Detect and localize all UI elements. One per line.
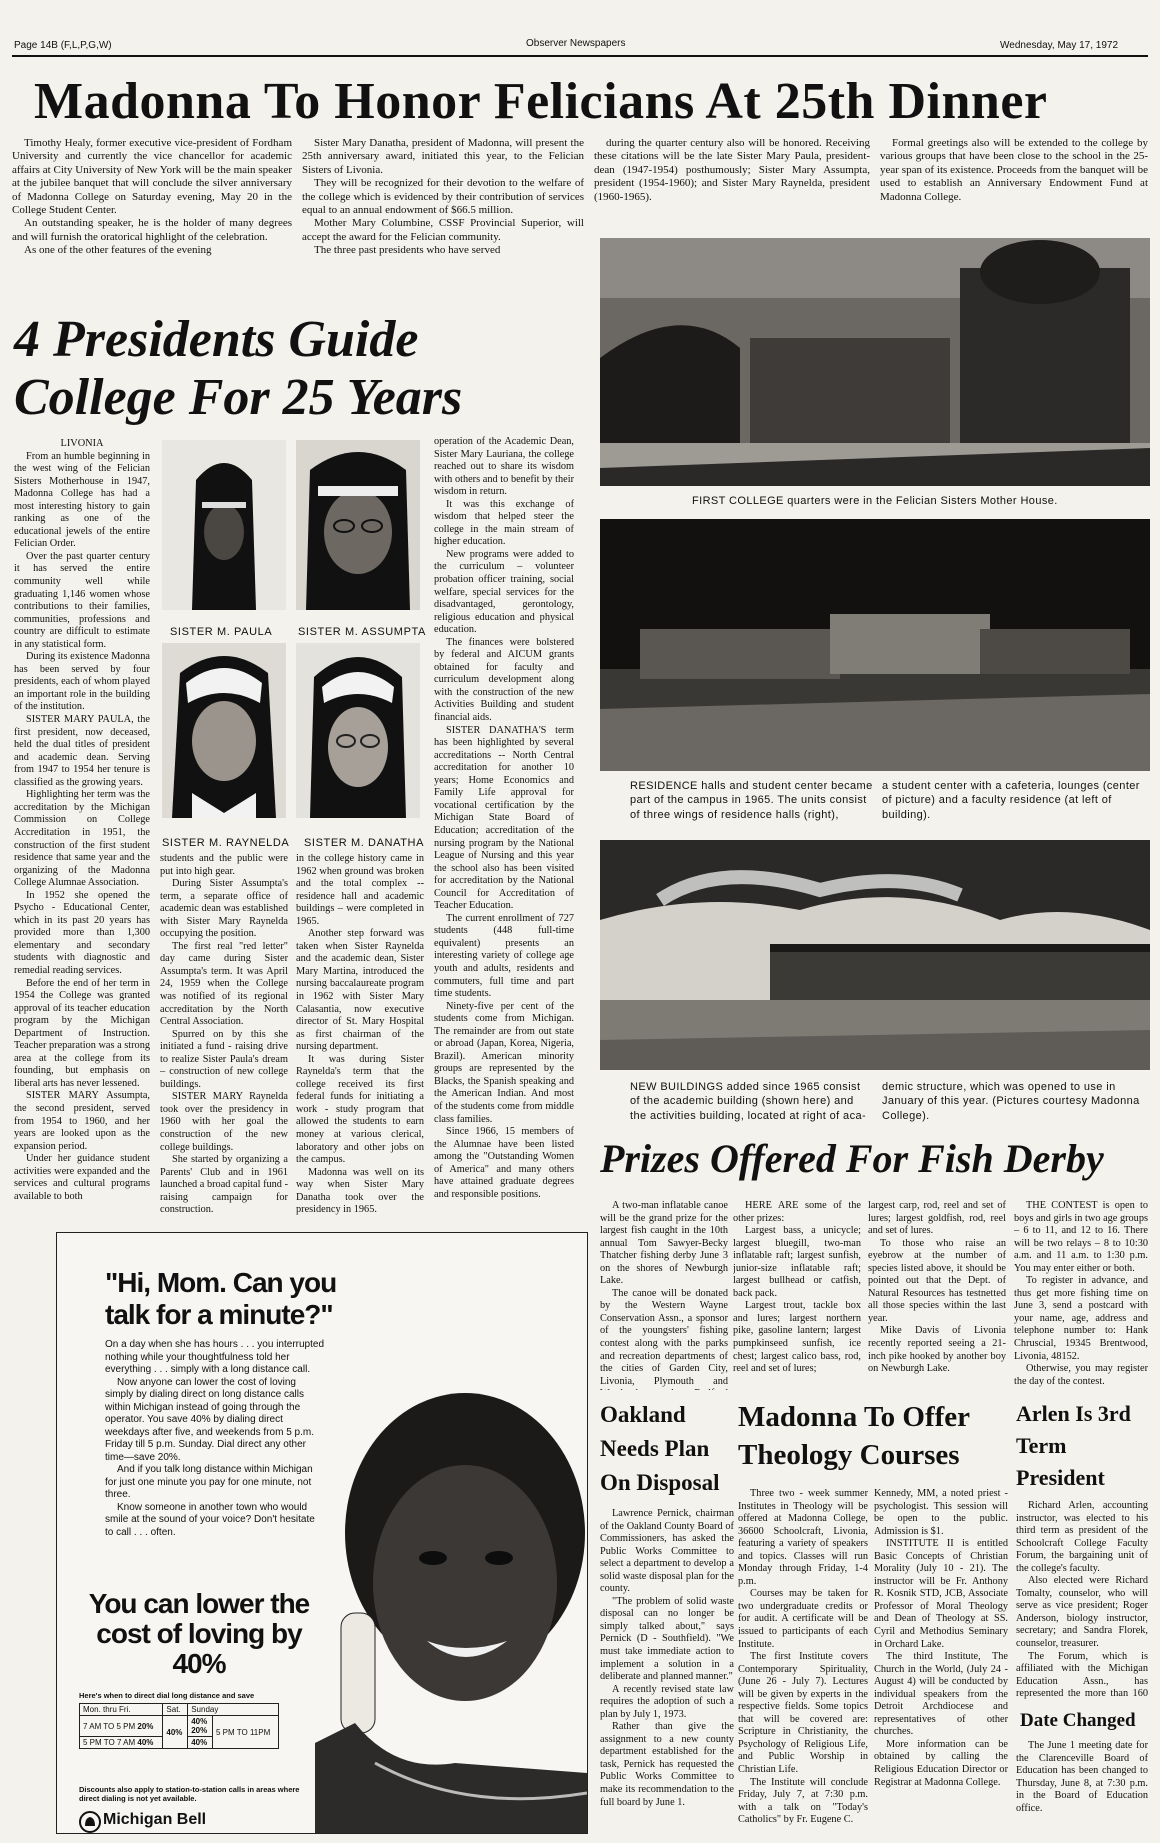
presidents-col3: in the college history came in 1962 when ground was broken and the total complex -- residence hall and academic buildings – were completed in 1965. Another step forward was taken when Sister Raynelda and the academic dean, Sister Mary Martina, introduced the nursing baccalaureate program in 1962 with Sister Mary Calasantia, now executive director of St. Mary Hospital as first chairman of the nursing department. It was during Sister Raynelda's term that the college received its first federal funds for initiating a work - study program that allowed the students to earn money at various clerical, laboratory and other jobs on the campus. Madonna was well on its way when Sister Mary Danatha took over the presidency in 1965.: [296, 853, 424, 1216]
portrait-assumpta: [296, 440, 420, 610]
presidents-col2: students and the public were put into high gear. During Sister Assumpta's term, a separate office of academic dean was established with Sister Mary Raynelda occupying the position. The first real "red letter" day came during Sister Assumpta's term. It was April 24, 1959 when the College was notified of its regional accreditation by the North Central Association. Spurred on by this she initiated a fund - raising drive to realize Sister Paula's dream – construction of new college buildings. SISTER MARY Raynelda took over the presidency in 1960 with her goal the construction of the new college buildings. She started by organizing a Parents' Club and in 1961 launched a broad capital fund - raising campaign for construction.: [160, 853, 288, 1216]
ad-sun-val1: 40%: [191, 1717, 208, 1726]
oakland-body: Lawrence Pernick, chairman of the Oakland County Board of Commissioners, has asked the Public Works Committee to select a department to develop a solid waste disposal plan for the county. "The problem of solid waste disposal can no longer be simply talked about," says Pernick (D - Southfield). "We must take immediate action to implement a solution in a deliberate and planned manner." A recently revised state law requires the adoption of such a plan by July 1, 1973. Rather than give the assignment to a new county department established for the task, Pernick has requested the Public Works Committee to make its recommendation to the full board by June 1.: [600, 1508, 734, 1808]
ad-th-weekday: Mon. thru Fri.: [80, 1704, 163, 1716]
presidents-col1: LIVONIA From an humble beginning in the west wing of the Felician Sisters Motherhouse in 1947, Madonna College has had a most interesting history to gain ranking as one of the educational jewels of the entire Felician Order. Over the past quarter century it has served the entire community well while graduating 1,146 women whose contributions to their families, communities, professions and country are difficult to estimate in any statistical form. During its existence Madonna has been served by four presidents, each of whom played an important role in the building of the institution. SISTER MARY PAULA, the first president, now deceased, held the dual titles of president and academic dean. Serving from 1947 to 1954 her tenure is classified as the growing years. Highlighting her term was the accreditation by the Michigan Commission on College Accreditation in 1951, the construction of the first student residence that same year and the organizing of the Madonna College Alumnae Association. In 1952 she opened the Psycho - Educational Center, which in its past 20 years has provided more than 1,300 elementary and secondary students with diagnostic and remedial reading services. Before the end of her term in 1954 the College was granted approval of its teacher education program by the Michigan Department of Instruction. Teacher preparation was a strong area at the college from its founding, but emphasis on liberal arts has never lessened. SISTER MARY Assumpta, the second president, served from 1954 to 1960, and her years are looked upon as the expansion period. Under her guidance student activities were expanded and the services and cultural programs available to both: [14, 438, 150, 1202]
photo-new-buildings: [600, 840, 1150, 1070]
nun-portrait-icon: [162, 440, 286, 610]
date-changed-body: The June 1 meeting date for the Clarenceville Board of Education has been changed to Thursday, June 8, at 7:30 p.m. in the Board of Education office.: [1016, 1740, 1148, 1814]
main-story-col2: Sister Mary Danatha, president of Madonna, will present the 25th anniversary award, initiated this year, to the Felician Sisters of Livonia. They will be recognized for their devotion to the welfare of the college which is evidenced by their contribution of services equal to an annual endowment of $66.5 million. Mother Mary Columbine, CSSF Provincial Superior, will accept the award for the Felician community. The three past presidents who have served: [302, 137, 584, 257]
portrait-caption-assumpta: SISTER M. ASSUMPTA: [298, 626, 426, 638]
presidents-headline-2: College For 25 Years: [14, 369, 463, 426]
caption-motherhouse: FIRST COLLEGE quarters were in the Felician Sisters Mother House.: [692, 495, 1058, 507]
fish-col4: THE CONTEST is open to boys and girls in two age groups – 6 to 11, and 12 to 16. There will be two relays – 8 to 10:30 a.m. and 11 a.m. to 1:30 p.m. You may enter either or both. To register in advance, and thus get more fishing time on June 3, send a postcard with your name, age, address and telephone number to: Hank Chruscial, 19345 Brentwood, Livonia, 48152. Otherwise, you may register the day of the contest.: [1014, 1200, 1148, 1387]
ad-sun-val2: 20%: [191, 1726, 208, 1735]
photo-motherhouse: [600, 238, 1150, 486]
caption-new-buildings-b: demic structure, which was opened to use in January of this year. (Pictures courtesy Madonna College).: [882, 1081, 1140, 1122]
theology-col1: Three two - week summer Institutes in Theology will be offered at Madonna College, 36600 Schoolcraft, Livonia, featuring a variety of speakers and topics. Classes will run Monday through Friday, 1-4 p.m. Courses may be taken for two undergraduate credits or for audit. A certificate will be issued to participants of each Institute. The first Institute covers Contemporary Spirituality, (June 26 - July 7). Lectures will be given by experts in the respective fields. Some topics that will be covered are: Scripture in Christianity, the Psychology of Religious Life, and Public Worship in Christian Life. The Institute will conclude Friday, July 7, at 7:30 p.m. with a talk on "Today's Catholics" by Fr. Eugene C.: [738, 1488, 868, 1826]
theology-col2: Kennedy, MM, a noted priest - psychologist. This session will be open to the public. Admission is $1. INSTITUTE II is entitled Basic Concepts of Christian Morality (July 10 - 21). The instructor will be Fr. Anthony R. Kosnik STD, JCB, Associate Professor of Moral Theology and Dean of Theology at SS. Cyril and Methodius Seminary in Orchard Lake. The third Institute, The Church in the World, (July 24 - August 4) will be conducted by individual speakers from the Detroit Archdiocese and representatives of other churches. More information can be obtained by calling the Religious Education Director or Registrar at Madonna College.: [874, 1488, 1008, 1788]
fish-headline: Prizes Offered For Fish Derby: [600, 1136, 1104, 1181]
top-rule: [12, 55, 1148, 57]
building-photo-icon: [600, 840, 1150, 1070]
portrait-caption-danatha: SISTER M. DANATHA: [304, 837, 425, 849]
portrait-paula: [162, 440, 286, 610]
portrait-caption-paula: SISTER M. PAULA: [170, 626, 273, 638]
woman-phone-photo-icon: [315, 1383, 587, 1833]
ad-body: On a day when she has hours . . . you interrupted nothing while your thoughtfulness told her everything . . . simply with a long distance call. Now anyone can lower the cost of loving simply by dialing direct on long distance calls within Michigan instead of going through the operator. You save 40% by dialing direct weekdays after five, and weekends from 5 p.m. Friday till 5 p.m. Sunday. Dial direct any other time—save 20%. And if you talk long distance within Michigan for just one minute you pay for one minute, not three. Know someone in another town who would smile at the sound of your voice? Don't hesitate to call . . . often.: [105, 1339, 325, 1538]
folio-date: Wednesday, May 17, 1972: [1000, 40, 1119, 51]
folio-page: Page 14B (F,L,P,G,W): [14, 40, 112, 51]
ad-brand: Michigan Bell: [103, 1811, 207, 1828]
photo-residence: [600, 519, 1150, 771]
main-story-col1: Timothy Healy, former executive vice-president of Fordham University and currently the vice chancellor for academic affairs at City University of New York will be the main speaker at the jubilee banquet that will conclude the silver anniversary of Madonna College on Saturday evening, May 20 in the College Student Center. An outstanding speaker, he is the holder of many degrees and will furnish the oratorical highlight of the celebration. As one of the other features of the evening: [12, 137, 292, 257]
ad-sun-val3: 40%: [191, 1738, 208, 1747]
ad-th-sat: Sat.: [163, 1704, 188, 1716]
nun-portrait-icon: [162, 643, 286, 818]
portrait-danatha: [296, 643, 420, 818]
ad-headline: "Hi, Mom. Can you talk for a minute?": [105, 1267, 337, 1330]
main-story-col4: Formal greetings also will be extended to the college by various groups that have been close to the school in the 25-year span of its existence. Proceeds from the banquet will be used to establish an Anniversary Endowment Fund at Madonna College.: [880, 137, 1148, 203]
ad-table-title: Here's when to direct dial long distance and save: [79, 1691, 255, 1700]
presidents-headline-1: 4 Presidents Guide: [14, 311, 419, 368]
ad-sat-val: 40%: [166, 1727, 183, 1737]
portrait-raynelda: [162, 643, 286, 818]
ad-row2-label: 5 PM TO 7 AM: [83, 1738, 136, 1747]
arlen-body: Richard Arlen, accounting instructor, was elected to his third term as president of the Schoolcraft College Faculty Forum, the bargaining unit of the college's faculty. Also elected were Richard Tomalty, counselor, who will serve as vice president; Roger Anderson, biology instructor, secretary; and Sandra Florek, counselor, treasurer. The Forum, which is affiliated with the Michigan Education Assn., has represented the more than 160: [1016, 1500, 1148, 1700]
presidents-col4: operation of the Academic Dean, Sister Mary Lauriana, the college reached out to share its wisdom with others and to benefit by their wisdom in return. It was this exchange of wisdom that helped steer the college in the main stream of higher education. New programs were added to the curriculum – volunteer probation officer training, social welfare, special services for the disadvantaged, gerontology, religious education and physical education. The finances were bolstered by federal and AICUM grants obtained for faculty and curriculum development along with the construction of the new Activities Building and student financial aids. SISTER DANATHA'S term has been highlighted by several accreditations -- North Central accreditation for another 10 years; Home Economics and Family Life approval for vocational certification by the Michigan State Board of Education; accreditation of the nursing program by the National League of Nursing and this year the school also has been visited for accreditation by the National Council for Accreditation of Teacher Education. The current enrollment of 727 students (448 full-time equivalent) presents an interesting variety of college age youth and adults, residents and commuters, full time and part time students. Ninety-five per cent of the students come from Michigan. The remainder are from out state or abroad (Japan, Korea, Nigeria, Brazil). American minority groups are represented by the Blacks, the Spanish speaking and the American Indian. And most of the students come from middle class families. Since 1966, 15 members of the Alumnae have been listed among the "Outstanding Women of America" and many others have attained graduate degrees and responsible positions.: [434, 436, 574, 1200]
ad-rate-table: [79, 1703, 279, 1749]
ad-tagline: You can lower the cost of loving by 40%: [88, 1588, 310, 1679]
date-changed-head: Date Changed: [1020, 1710, 1136, 1731]
folio-paper: Observer Newspapers: [526, 38, 626, 49]
michigan-bell-ad: [56, 1232, 588, 1834]
oakland-headline: Oakland Needs Plan On Disposal: [600, 1402, 720, 1495]
fish-col3: largest carp, rod, reel and set of lures; largest goldfish, rod, reel and set of lures. To those who raise an eyebrow at the number of species listed above, it should be pointed out that the Dept. of Natural Resources has testnetted all those species within the last year. Mike Davis of Livonia recently reported seeing a 21-inch pike hooked by another boy on Newburgh Lake.: [868, 1200, 1006, 1375]
building-photo-icon: [600, 238, 1150, 486]
main-story-col3: during the quarter century also will be honored. Receiving these citations will be the late Sister Mary Paula, president-dean (1947-1954) posthumously; Sister Mary Assumpta, president (1954-1960); and Sister Mary Raynelda, president (1960-1965).: [594, 137, 870, 203]
caption-residence-a: RESIDENCE halls and student center became part of the campus in 1965. The units consist of three wings of residence halls (right),: [630, 780, 873, 821]
ad-photo-woman: [315, 1383, 587, 1833]
arlen-headline: Arlen Is 3rd Term President: [1016, 1401, 1131, 1490]
ad-row2-val: 40%: [137, 1738, 154, 1747]
fish-col2: HERE ARE some of the other prizes: Largest bass, a unicycle; largest bluegill, two-man inflatable raft; largest sunfish, junior-size inflatable raft; largest bullhead or catfish, back pack. Largest trout, tackle box and lures; largest northern pike, gasoline lantern; largest pumpkinseed sunfish, ice chest; largest calico bass, rod, reel and set of lures;: [733, 1200, 861, 1375]
caption-residence-b: a student center with a cafeteria, lounges (center of picture) and a faculty residence (at left of building).: [882, 780, 1140, 821]
ad-th-sun: Sunday: [188, 1704, 279, 1716]
building-photo-icon: [600, 519, 1150, 771]
main-headline: Madonna To Honor Felicians At 25th Dinner: [34, 73, 1048, 130]
portrait-caption-raynelda: SISTER M. RAYNELDA: [162, 837, 290, 849]
caption-new-buildings-a: NEW BUILDINGS added since 1965 consist of the academic building (shown here) and the activities building, located at right of aca-: [630, 1081, 867, 1122]
bell-logo-icon: [79, 1811, 101, 1833]
ad-footnote: Discounts also apply to station-to-station calls in areas where direct dialing is not yet available.: [79, 1785, 300, 1803]
nun-portrait-icon: [296, 440, 420, 610]
dateline: LIVONIA: [60, 438, 104, 449]
theology-headline: Madonna To Offer Theology Courses: [738, 1401, 970, 1471]
fish-col1: A two-man inflatable canoe will be the grand prize for the largest fish caught in the 10th annual Tom Sawyer-Becky Thatcher fishing derby June 3 on the shores of Newburgh Lake. The canoe will be donated by the Western Wayne Conservation Assn., a sponsor of the youngsters' fishing contest along with the parks and recreation departments of the cities of Garden City, Livonia, Plymouth and: [600, 1200, 728, 1387]
nun-portrait-icon: [296, 643, 420, 818]
ad-row1-val: 20%: [137, 1721, 154, 1731]
ad-row1-label: 7 AM TO 5 PM: [83, 1721, 136, 1731]
ad-sun-range: 5 PM TO 11PM: [213, 1716, 279, 1749]
bell-icon: [81, 1813, 99, 1831]
